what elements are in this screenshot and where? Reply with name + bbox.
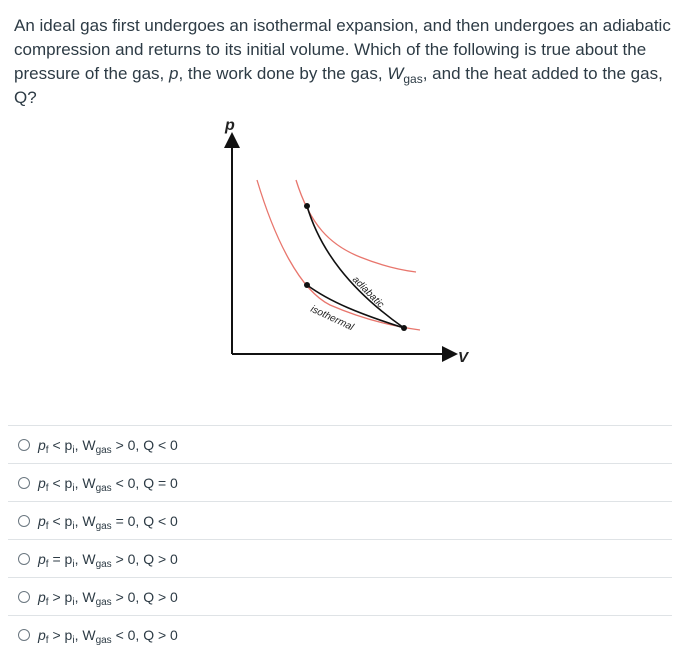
radio-button[interactable] [18, 477, 30, 489]
adiabatic-label: adiabatic [349, 274, 386, 311]
radio-button[interactable] [18, 629, 30, 641]
question-text [14, 14, 678, 110]
question-part-2: , the work done by the gas, [178, 64, 388, 83]
answer-label: $p_f < p_i$, $W_{gas} > 0$, Q < 0 [38, 436, 178, 456]
radio-button[interactable] [18, 439, 30, 451]
answer-list [8, 425, 672, 653]
answer-option[interactable] [8, 463, 672, 501]
pv-diagram [200, 110, 500, 380]
answer-label: $p_f > p_i$, $W_{gas} > 0$, Q > 0 [38, 588, 178, 608]
radio-button[interactable] [18, 515, 30, 527]
answer-label: $p_f = p_i$, $W_{gas} > 0$, Q > 0 [38, 550, 178, 570]
question-part-3: , and the heat added to the gas, Q? [14, 64, 663, 107]
radio-button[interactable] [18, 553, 30, 565]
work-subscript: gas [403, 72, 423, 86]
question-part-1: An ideal gas first undergoes an isothermal expansion, and then undergoes an adiabatic compression and returns to its initial volume. Which of the following is true about the pressure of the gas, [14, 16, 671, 83]
answer-label: $p_f < p_i$, $W_{gas} < 0$, Q = 0 [38, 474, 178, 494]
isotherm-curve-low [257, 180, 420, 330]
state-point-right [401, 325, 407, 331]
answer-option[interactable] [8, 425, 672, 463]
answer-option[interactable] [8, 577, 672, 615]
pressure-symbol: p [168, 64, 179, 83]
isothermal-label: isothermal [308, 303, 356, 334]
y-axis-label: p [225, 117, 235, 134]
answer-label: $p_f < p_i$, $W_{gas} = 0$, Q < 0 [38, 512, 178, 532]
state-point-left [304, 282, 310, 288]
state-point-top [304, 203, 310, 209]
radio-button[interactable] [18, 591, 30, 603]
answer-option[interactable] [8, 501, 672, 539]
x-axis-label: V [458, 349, 469, 366]
answer-label: $p_f > p_i$, $W_{gas} < 0$, Q > 0 [38, 626, 178, 646]
work-symbol: W [387, 64, 404, 83]
answer-option[interactable] [8, 615, 672, 653]
answer-option[interactable] [8, 539, 672, 577]
